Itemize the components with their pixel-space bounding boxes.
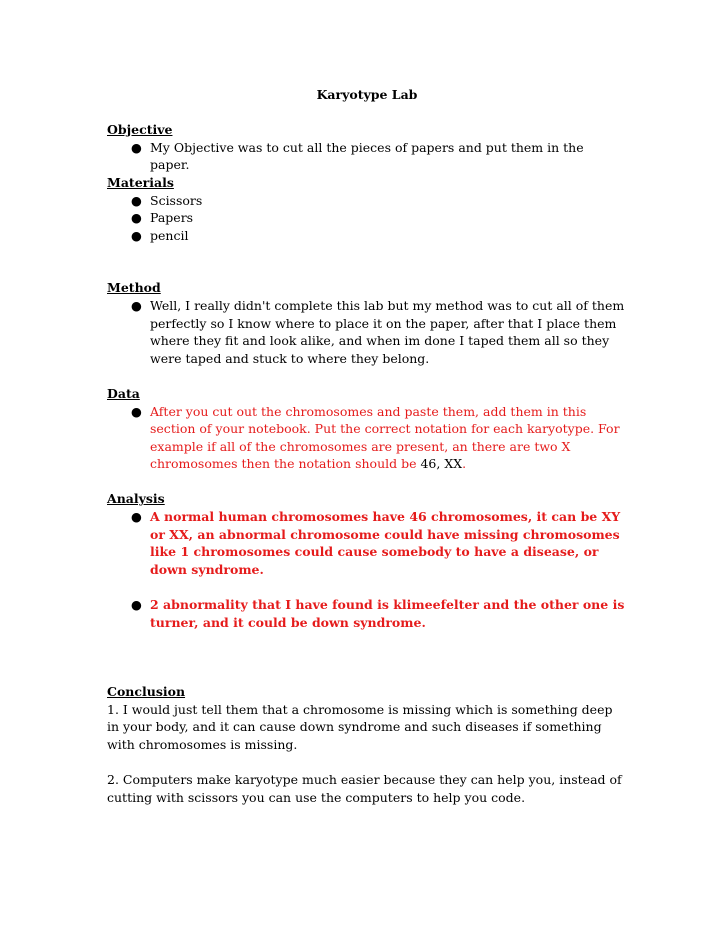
method-list — [107, 297, 627, 367]
materials-item-text: Scissors — [150, 192, 203, 208]
objective-item — [107, 139, 627, 174]
analysis-item — [107, 596, 627, 631]
materials-item — [107, 227, 627, 245]
materials-item-text: pencil — [150, 227, 189, 243]
analysis-heading: Analysis — [107, 491, 165, 507]
objective-list — [107, 139, 627, 174]
data-item-instruction: After you cut out the chromosomes and paste them, add them in this section of your notebook. Put the correct notation for each karyotype. For example if all of the chromosomes are present, an there are two X chromosomes then the notation should be — [150, 403, 620, 472]
materials-heading: Materials — [107, 174, 174, 190]
analysis-item — [107, 508, 627, 578]
data-item — [107, 403, 627, 473]
bullet-icon: ● — [131, 597, 142, 613]
bullet-icon: ● — [131, 210, 142, 226]
method-item — [107, 297, 627, 367]
conclusion-paragraph-1: 1. I would just tell them that a chromosome is missing which is something deep in your body, and it can cause down syndrome and such diseases if something with chromosomes is missing. — [107, 701, 613, 752]
conclusion-heading: Conclusion — [107, 684, 186, 700]
bullet-icon: ● — [131, 509, 142, 525]
method-item-text: Well, I really didn't complete this lab but my method was to cut all of them perfectly so I know where to place it on the paper, after that I place them where they fit and look alike, and when im done I taped them all so they were taped and stuck to where they belong. — [150, 297, 625, 366]
materials-item — [107, 209, 627, 227]
data-item-notation: 46, XX — [416, 456, 463, 472]
data-item-period: . — [462, 456, 467, 472]
bullet-icon: ● — [131, 192, 142, 208]
materials-list — [107, 192, 627, 245]
bullet-icon: ● — [131, 139, 142, 155]
data-heading: Data — [107, 385, 140, 401]
data-list — [107, 403, 627, 473]
method-heading: Method — [107, 280, 161, 296]
objective-heading: Objective — [107, 122, 173, 138]
bullet-icon: ● — [131, 227, 142, 243]
page-title: Karyotype Lab — [316, 87, 418, 102]
conclusion-paragraph-2: 2. Computers make karyotype much easier because they can help you, instead of cutting with scissors you can use the computers to help you code. — [107, 772, 622, 805]
analysis-item-text: 2 abnormality that I have found is klimeefelter and the other one is turner, and it could be down syndrome. — [150, 597, 625, 630]
document-body — [107, 86, 627, 806]
materials-item-text: Papers — [150, 210, 194, 226]
bullet-icon: ● — [131, 297, 142, 313]
analysis-list — [107, 508, 627, 631]
bullet-icon: ● — [131, 403, 142, 419]
analysis-item-text: A normal human chromosomes have 46 chromosomes, it can be XY or XX, an abnormal chromosome could have missing chromosomes like 1 chromosomes could cause somebody to have a disease, or down syndrome. — [150, 509, 621, 577]
analysis-spacer — [107, 578, 627, 596]
objective-item-text: My Objective was to cut all the pieces of papers and put them in the paper. — [150, 139, 584, 173]
materials-item — [107, 192, 627, 210]
